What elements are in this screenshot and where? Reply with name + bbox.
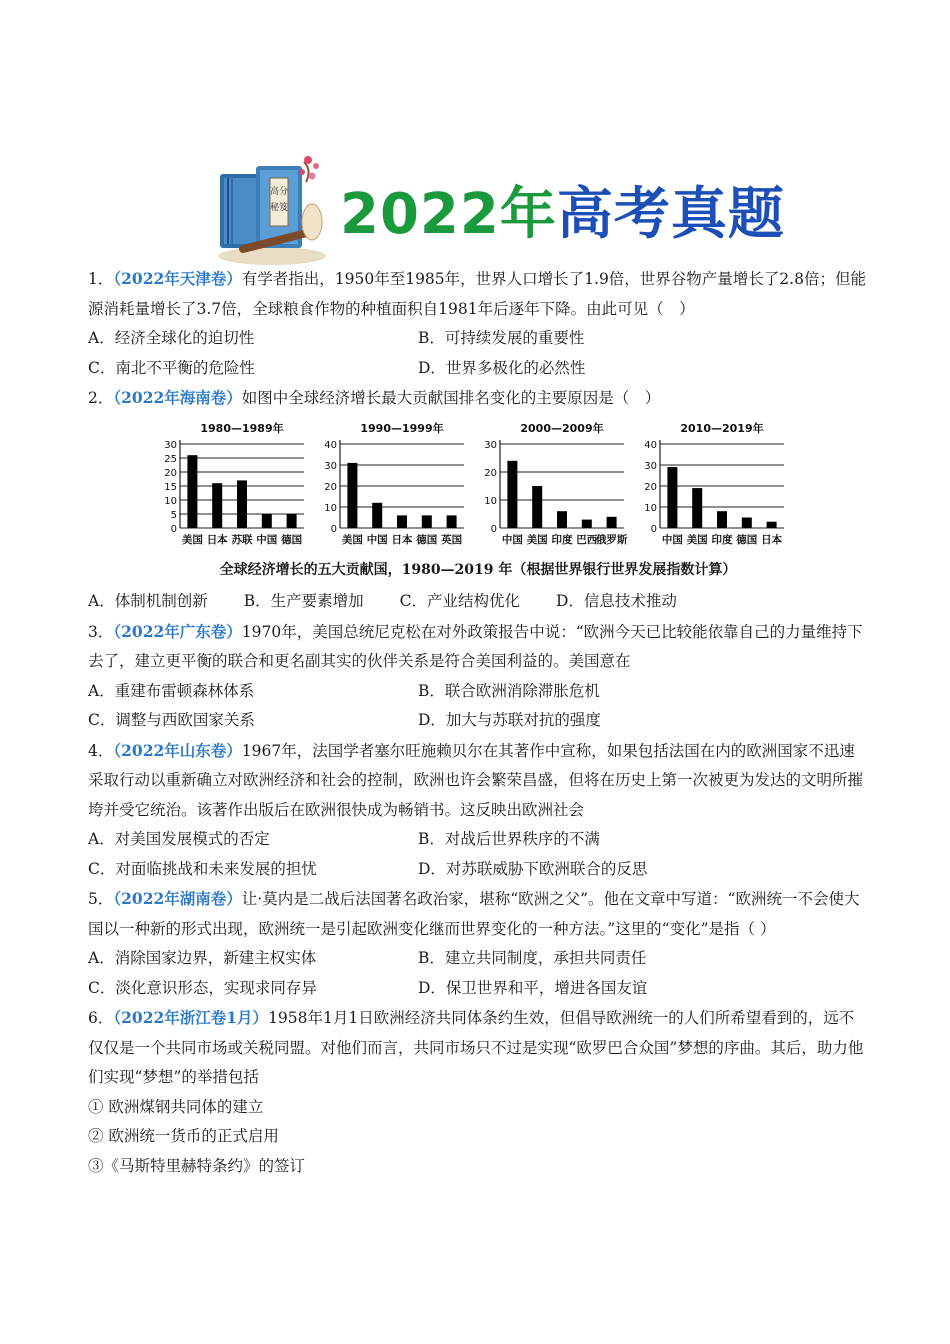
x-tick-label: 中国 (256, 533, 278, 546)
y-tick-label: 10 (324, 502, 337, 514)
y-tick-label: 30 (164, 439, 177, 451)
option-b[interactable]: B．可持续发展的重要性 (418, 329, 585, 347)
x-tick-label: 印度 (551, 533, 573, 546)
y-tick-label: 5 (170, 509, 177, 521)
svg-text:秘笈: 秘笈 (269, 203, 289, 213)
y-tick-label: 10 (164, 495, 177, 507)
x-tick-label: 中国 (661, 533, 683, 546)
option-c[interactable]: C．南北不平衡的危险性 (88, 358, 255, 377)
option-d[interactable]: D．保卫世界和平，增进各国友谊 (418, 978, 648, 997)
bar (287, 514, 297, 528)
y-tick-label: 10 (644, 502, 657, 514)
question-6: 6．（2022年浙江卷1月）1958年1月1日欧洲经济共同体条约生效，但倡导欧洲统一的人们所希望看到的，远不仅仅是一个共同市场或关税同盟。对他们而言，共同市场只不过是实现“欧罗巴合众国”梦想的序曲。其后，助力他们实现“梦想”的举措包括 (88, 1008, 864, 1086)
bar (262, 514, 272, 528)
y-tick-label: 30 (644, 460, 657, 472)
x-tick-label: 苏联 (231, 533, 253, 546)
bar (557, 511, 567, 528)
question-5-options (88, 944, 868, 1003)
option-d[interactable]: D．对苏联威胁下欧洲联合的反思 (418, 859, 648, 878)
x-tick-label: 日本 (391, 533, 413, 546)
bar (347, 462, 357, 527)
statement-2: ② 欧洲统一货币的正式启用 (88, 1127, 279, 1145)
option-b[interactable]: B．建立共同制度，承担共同责任 (418, 949, 647, 967)
page-title: 2022年高考真题 (340, 182, 785, 247)
option-c[interactable]: C．产业结构优化 (399, 592, 520, 610)
chart-figure (88, 418, 868, 586)
option-a[interactable]: A．重建布雷顿森林体系 (88, 681, 255, 700)
y-tick-label: 30 (324, 460, 337, 472)
x-tick-label: 巴西 (576, 533, 598, 546)
y-tick-label: 20 (164, 467, 177, 479)
question-1: 1．（2022年天津卷）有学者指出，1950年至1985年，世界人口增长了1.9倍，世界谷物产量增长了2.8倍；但能源消耗量增长了3.7倍，全球粮食作物的种植面积自1981年后逐年下降。由此可见（ ） (88, 269, 866, 318)
y-tick-label: 0 (170, 523, 177, 535)
bar (237, 480, 247, 528)
x-tick-label: 俄罗斯 (595, 533, 628, 546)
x-tick-label: 印度 (711, 533, 733, 546)
option-a[interactable]: A．体制机制创新 (88, 592, 208, 610)
y-tick-label: 15 (164, 481, 177, 493)
question-list (88, 264, 868, 1181)
question-3-options (88, 677, 868, 736)
y-tick-label: 0 (650, 523, 657, 535)
y-tick-label: 20 (644, 481, 657, 493)
bar (187, 455, 197, 528)
bar (397, 515, 407, 528)
y-tick-label: 0 (490, 523, 497, 535)
option-c[interactable]: C．淡化意识形态，实现求同存异 (88, 978, 317, 997)
bar (717, 511, 727, 528)
x-tick-label: 日本 (206, 533, 228, 546)
y-tick-label: 25 (164, 453, 177, 465)
x-tick-label: 美国 (181, 533, 203, 546)
bar-charts (158, 418, 798, 558)
question-4-options (88, 825, 868, 884)
bar (447, 515, 457, 528)
y-tick-label: 40 (324, 439, 337, 451)
page-header (212, 150, 785, 270)
bar (667, 467, 677, 528)
chart-title: 1990—1999年 (360, 421, 444, 435)
x-tick-label: 中国 (501, 533, 523, 546)
question-4: 4．（2022年山东卷）1967年，法国学者塞尔旺施赖贝尔在其著作中宣称，如果包括法国在内的欧洲国家不迅速采取行动以重新确立对欧洲经济和社会的控制，欧洲也许会繁荣昌盛，但将在历史上第一次被更为发达的文明所摧垮并受它统治。该著作出版后在欧洲很快成为畅销书。这反映出欧洲社会 (88, 740, 864, 819)
question-2-options (88, 587, 868, 617)
question-3: 3．（2022年广东卷）1970年，美国总统尼克松在对外政策报告中说：“欧洲今天已比较能依靠自己的力量维持下去了，建立更平衡的联合和更名副其实的伙伴关系是符合美国利益的。美国意在 (88, 621, 863, 670)
x-tick-label: 英国 (441, 533, 463, 546)
option-b[interactable]: B．生产要素增加 (243, 592, 364, 610)
option-d[interactable]: D．世界多极化的必然性 (418, 358, 586, 377)
x-tick-label: 德国 (416, 533, 438, 546)
x-tick-label: 中国 (366, 533, 388, 546)
x-tick-label: 德国 (281, 533, 303, 546)
bar (607, 516, 617, 527)
option-c[interactable]: C．对面临挑战和未来发展的担忧 (88, 859, 317, 878)
x-tick-label: 德国 (736, 533, 758, 546)
y-tick-label: 20 (324, 481, 337, 493)
bar (767, 521, 777, 527)
statement-1: ① 欧洲煤钢共同体的建立 (88, 1097, 264, 1116)
bar (582, 519, 592, 527)
x-tick-label: 日本 (761, 533, 783, 546)
question-5: 5．（2022年湖南卷）让·莫内是二战后法国著名政治家，堪称“欧洲之父”。他在文章中写道：“欧洲统一不会使大国以一种新的形式出现，欧洲统一是引起欧洲变化继而世界变化的一种方法。”这里的“变化”是指（ ） (88, 889, 860, 938)
option-a[interactable]: A．经济全球化的迫切性 (88, 329, 255, 347)
option-a[interactable]: A．消除国家边界，新建主权实体 (88, 949, 317, 967)
chart-title: 2010—2019年 (680, 421, 764, 435)
option-a[interactable]: A．对美国发展模式的否定 (88, 830, 270, 848)
svg-text:高分: 高分 (269, 187, 289, 197)
x-tick-label: 美国 (686, 533, 708, 546)
x-tick-label: 美国 (341, 533, 363, 546)
bar (742, 517, 752, 528)
x-tick-label: 美国 (526, 533, 548, 546)
option-b[interactable]: B．联合欧洲消除滞胀危机 (418, 681, 600, 700)
y-tick-label: 30 (484, 439, 497, 451)
bar (507, 460, 517, 527)
book-scroll-icon (212, 152, 330, 270)
y-tick-label: 10 (484, 495, 497, 507)
y-tick-label: 20 (484, 467, 497, 479)
question-1-options (88, 324, 868, 383)
option-d[interactable]: D．加大与苏联对抗的强度 (418, 711, 601, 729)
chart-title: 1980—1989年 (200, 421, 284, 435)
option-b[interactable]: B．对战后世界秩序的不满 (418, 830, 600, 848)
bar (372, 502, 382, 527)
statement-3: ③《马斯特里赫特条约》的签订 (88, 1156, 306, 1175)
bar (212, 483, 222, 528)
chart-title: 2000—2009年 (520, 421, 604, 435)
y-tick-label: 0 (330, 523, 337, 535)
option-c[interactable]: C．调整与西欧国家关系 (88, 711, 255, 729)
bar (422, 515, 432, 528)
question-2: 2．（2022年海南卷）如图中全球经济增长最大贡献国排名变化的主要原因是（ ） (88, 388, 661, 407)
bar (692, 488, 702, 528)
option-d[interactable]: D．信息技术推动 (555, 592, 677, 610)
y-tick-label: 40 (644, 439, 657, 451)
bar (532, 486, 542, 528)
chart-caption: 全球经济增长的五大贡献国，1980—2019 年（根据世界银行世界发展指数计算） (219, 561, 737, 578)
